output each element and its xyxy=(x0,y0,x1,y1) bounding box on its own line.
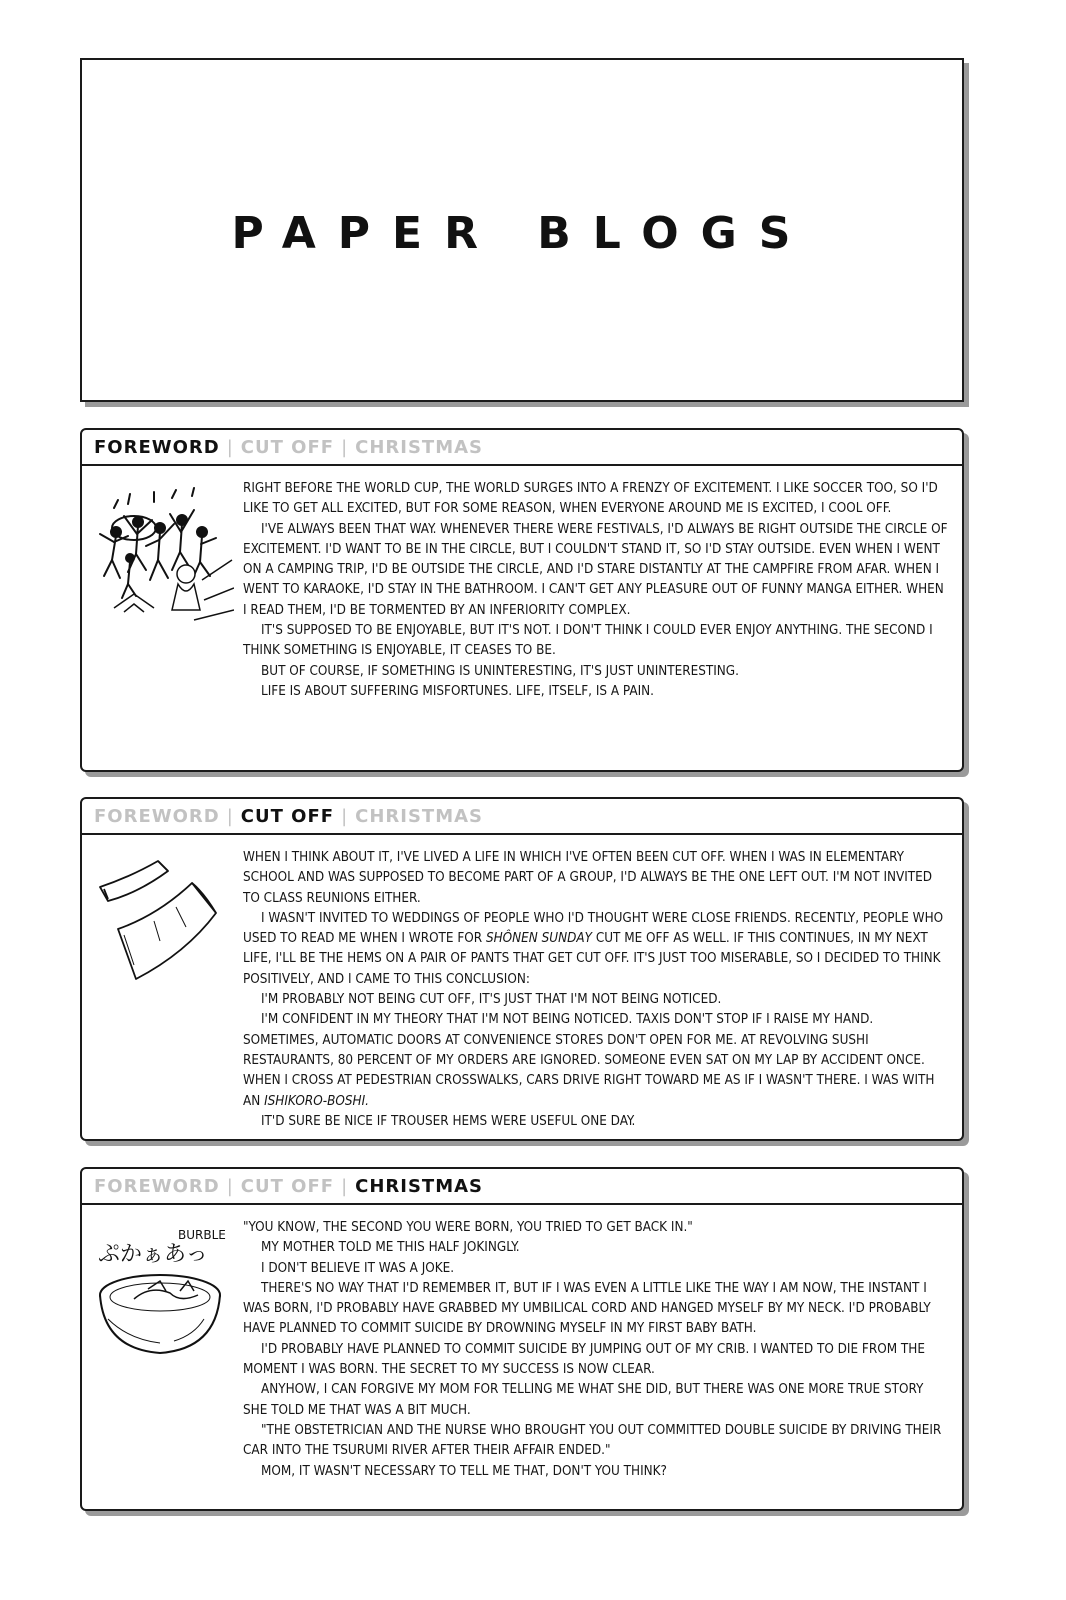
tab-foreword: FOREWORD xyxy=(94,1175,220,1197)
paragraph: ANYHOW, I CAN FORGIVE MY MOM FOR TELLING ME WHAT SHE DID, BUT THERE WAS ONE MORE TRUE STORY SHE TOLD ME THAT WAS A BIT MUCH. xyxy=(243,1382,924,1418)
tab-christmas: CHRISTMAS xyxy=(355,1175,484,1197)
paragraph-text: CUT ME OFF AS WELL. IF THIS CONTINUES, IN MY NEXT LIFE, I'LL BE THE HEMS ON A PAIR OF PANTS THAT GET CUT OFF. IT'S JUST TOO MISERABLE, SO I DECIDED TO THINK POSITIVELY, AND I CAME TO THIS CONCLUSION: xyxy=(243,931,941,987)
tab-christmas: CHRISTMAS xyxy=(355,805,484,827)
section-body xyxy=(243,848,950,1132)
paragraph: I'VE ALWAYS BEEN THAT WAY. WHENEVER THERE WERE FESTIVALS, I'D ALWAYS BE RIGHT OUTSIDE THE CIRCLE OF EXCITEMENT. I'D WANT TO BE IN THE CIRCLE, BUT I COULDN'T STAND IT, SO I'D STAY OUTSIDE. EVEN WHEN I WENT ON A CAMPING TRIP, I'D BE OUTSIDE THE CIRCLE, AND I'D STARE DISTANTLY AT THE CAMPFIRE FROM AFAR. WHEN I WENT TO KARAOKE, I'D STAY IN THE BATHROOM. I CAN'T GET ANY PLEASURE OUT OF FUNNY MANGA EITHER. WHEN I READ THEM, I'D BE TORMENTED BY AN INFERIORITY COMPLEX. xyxy=(243,521,948,618)
section-foreword xyxy=(80,428,964,772)
tab-cut-off: CUT OFF xyxy=(240,1175,335,1197)
tab-christmas: CHRISTMAS xyxy=(355,436,484,458)
sfx-english: BURBLE xyxy=(178,1228,226,1242)
tab-separator: | xyxy=(341,1175,349,1197)
tab-separator: | xyxy=(226,436,234,458)
paragraph: "YOU KNOW, THE SECOND YOU WERE BORN, YOU TRIED TO GET BACK IN." xyxy=(243,1220,693,1235)
tab-separator: | xyxy=(341,436,349,458)
section-tabbar xyxy=(82,1169,962,1205)
tab-separator: | xyxy=(226,805,234,827)
section-tabbar xyxy=(82,430,962,466)
paragraph: BUT OF COURSE, IF SOMETHING IS UNINTERESTING, IT'S JUST UNINTERESTING. xyxy=(261,663,739,679)
paragraph: RIGHT BEFORE THE WORLD CUP, THE WORLD SURGES INTO A FRENZY OF EXCITEMENT. I LIKE SOCCER TOO, SO I'D LIKE TO GET ALL EXCITED, BUT FOR SOME REASON, WHEN EVERYONE AROUND ME IS EXCITED, I COOL OFF. xyxy=(243,481,938,517)
section-tabbar xyxy=(82,799,962,835)
title-panel xyxy=(80,58,964,402)
paragraph: MOM, IT WASN'T NECESSARY TO TELL ME THAT, DON'T YOU THINK? xyxy=(261,1463,667,1479)
paragraph xyxy=(243,1010,950,1111)
section-body xyxy=(243,1218,950,1482)
tab-cut-off: CUT OFF xyxy=(240,805,335,827)
paragraph: IT'S SUPPOSED TO BE ENJOYABLE, BUT IT'S NOT. I DON'T THINK I COULD EVER ENJOY ANYTHING. THE SECOND I THINK SOMETHING IS ENJOYABLE, IT CEASES TO BE. xyxy=(243,623,933,659)
paragraph xyxy=(243,909,950,990)
italic-term: ISHIKORO-BOSHI. xyxy=(264,1093,369,1109)
dancing-crowd-drawing xyxy=(94,480,234,630)
tab-foreword: FOREWORD xyxy=(94,805,220,827)
magazine-title: SHÔNEN SUNDAY xyxy=(485,931,592,947)
tab-separator: | xyxy=(341,805,349,827)
paragraph: LIFE IS ABOUT SUFFERING MISFORTUNES. LIFE, ITSELF, IS A PAIN. xyxy=(261,683,654,699)
paragraph: THERE'S NO WAY THAT I'D REMEMBER IT, BUT IF I WAS EVEN A LITTLE LIKE THE WAY I AM NOW, THE INSTANT I WAS BORN, I'D PROBABLY HAVE GRABBED MY UMBILICAL CORD AND HANGED MYSELF BY MY NECK. I'D PROBABLY HAVE PLANNED TO COMMIT SUICIDE BY DROWNING MYSELF IN MY FIRST BABY BATH. xyxy=(243,1280,931,1337)
paragraph: I'D PROBABLY HAVE PLANNED TO COMMIT SUICIDE BY JUMPING OUT OF MY CRIB. I WANTED TO DIE FROM THE MOMENT I WAS BORN. THE SECRET TO MY SUCCESS IS NOW CLEAR. xyxy=(243,1341,925,1378)
paragraph: I DON'T BELIEVE IT WAS A JOKE. xyxy=(261,1260,455,1276)
section-body xyxy=(243,479,950,702)
page-title: PAPER BLOGS xyxy=(231,208,813,259)
paragraph: IT'D SURE BE NICE IF TROUSER HEMS WERE USEFUL ONE DAY. xyxy=(261,1113,636,1129)
bath-basin-drawing xyxy=(94,1219,234,1369)
cut-pant-hems-drawing xyxy=(94,849,234,999)
paragraph: MY MOTHER TOLD ME THIS HALF JOKINGLY. xyxy=(261,1240,520,1256)
tab-cut-off: CUT OFF xyxy=(240,436,335,458)
section-christmas xyxy=(80,1167,964,1511)
sfx-japanese: ぷかぁあっ xyxy=(98,1242,208,1267)
paragraph-text: I'M CONFIDENT IN MY THEORY THAT I'M NOT BEING NOTICED. TAXIS DON'T STOP IF I RAISE MY HAND. SOMETIMES, AUTOMATIC DOORS AT CONVENIENCE STORES DON'T OPEN FOR ME. AT REVOLVING SUSHI RESTAURANTS, 80 PERCENT OF MY ORDERS ARE IGNORED. SOMEONE EVEN SAT ON MY LAP BY ACCIDENT ONCE. WHEN I CROSS AT PEDESTRIAN CROSSWALKS, CARS DRIVE RIGHT TOWARD ME AS IF I WASN'T THERE. I WAS WITH AN xyxy=(243,1012,935,1109)
paragraph: WHEN I THINK ABOUT IT, I'VE LIVED A LIFE IN WHICH I'VE OFTEN BEEN CUT OFF. WHEN I WAS IN ELEMENTARY SCHOOL AND WAS SUPPOSED TO BECOME PART OF A GROUP, I'D ALWAYS BE THE ONE LEFT OUT. I'M NOT INVITED TO CLASS REUNIONS EITHER. xyxy=(243,850,933,906)
paragraph-text: I WASN'T INVITED TO WEDDINGS OF PEOPLE WHO I'D THOUGHT WERE CLOSE FRIENDS. RECENTLY, PEOPLE WHO USED TO READ ME WHEN I WROTE FOR xyxy=(243,910,944,947)
paragraph: I'M PROBABLY NOT BEING CUT OFF, IT'S JUST THAT I'M NOT BEING NOTICED. xyxy=(261,992,722,1008)
tab-separator: | xyxy=(226,1175,234,1197)
tab-foreword: FOREWORD xyxy=(94,436,220,458)
paragraph: "THE OBSTETRICIAN AND THE NURSE WHO BROUGHT YOU OUT COMMITTED DOUBLE SUICIDE BY DRIVING THEIR CAR INTO THE TSURUMI RIVER AFTER THEIR AFFAIR ENDED." xyxy=(243,1422,942,1459)
section-cut-off xyxy=(80,797,964,1141)
